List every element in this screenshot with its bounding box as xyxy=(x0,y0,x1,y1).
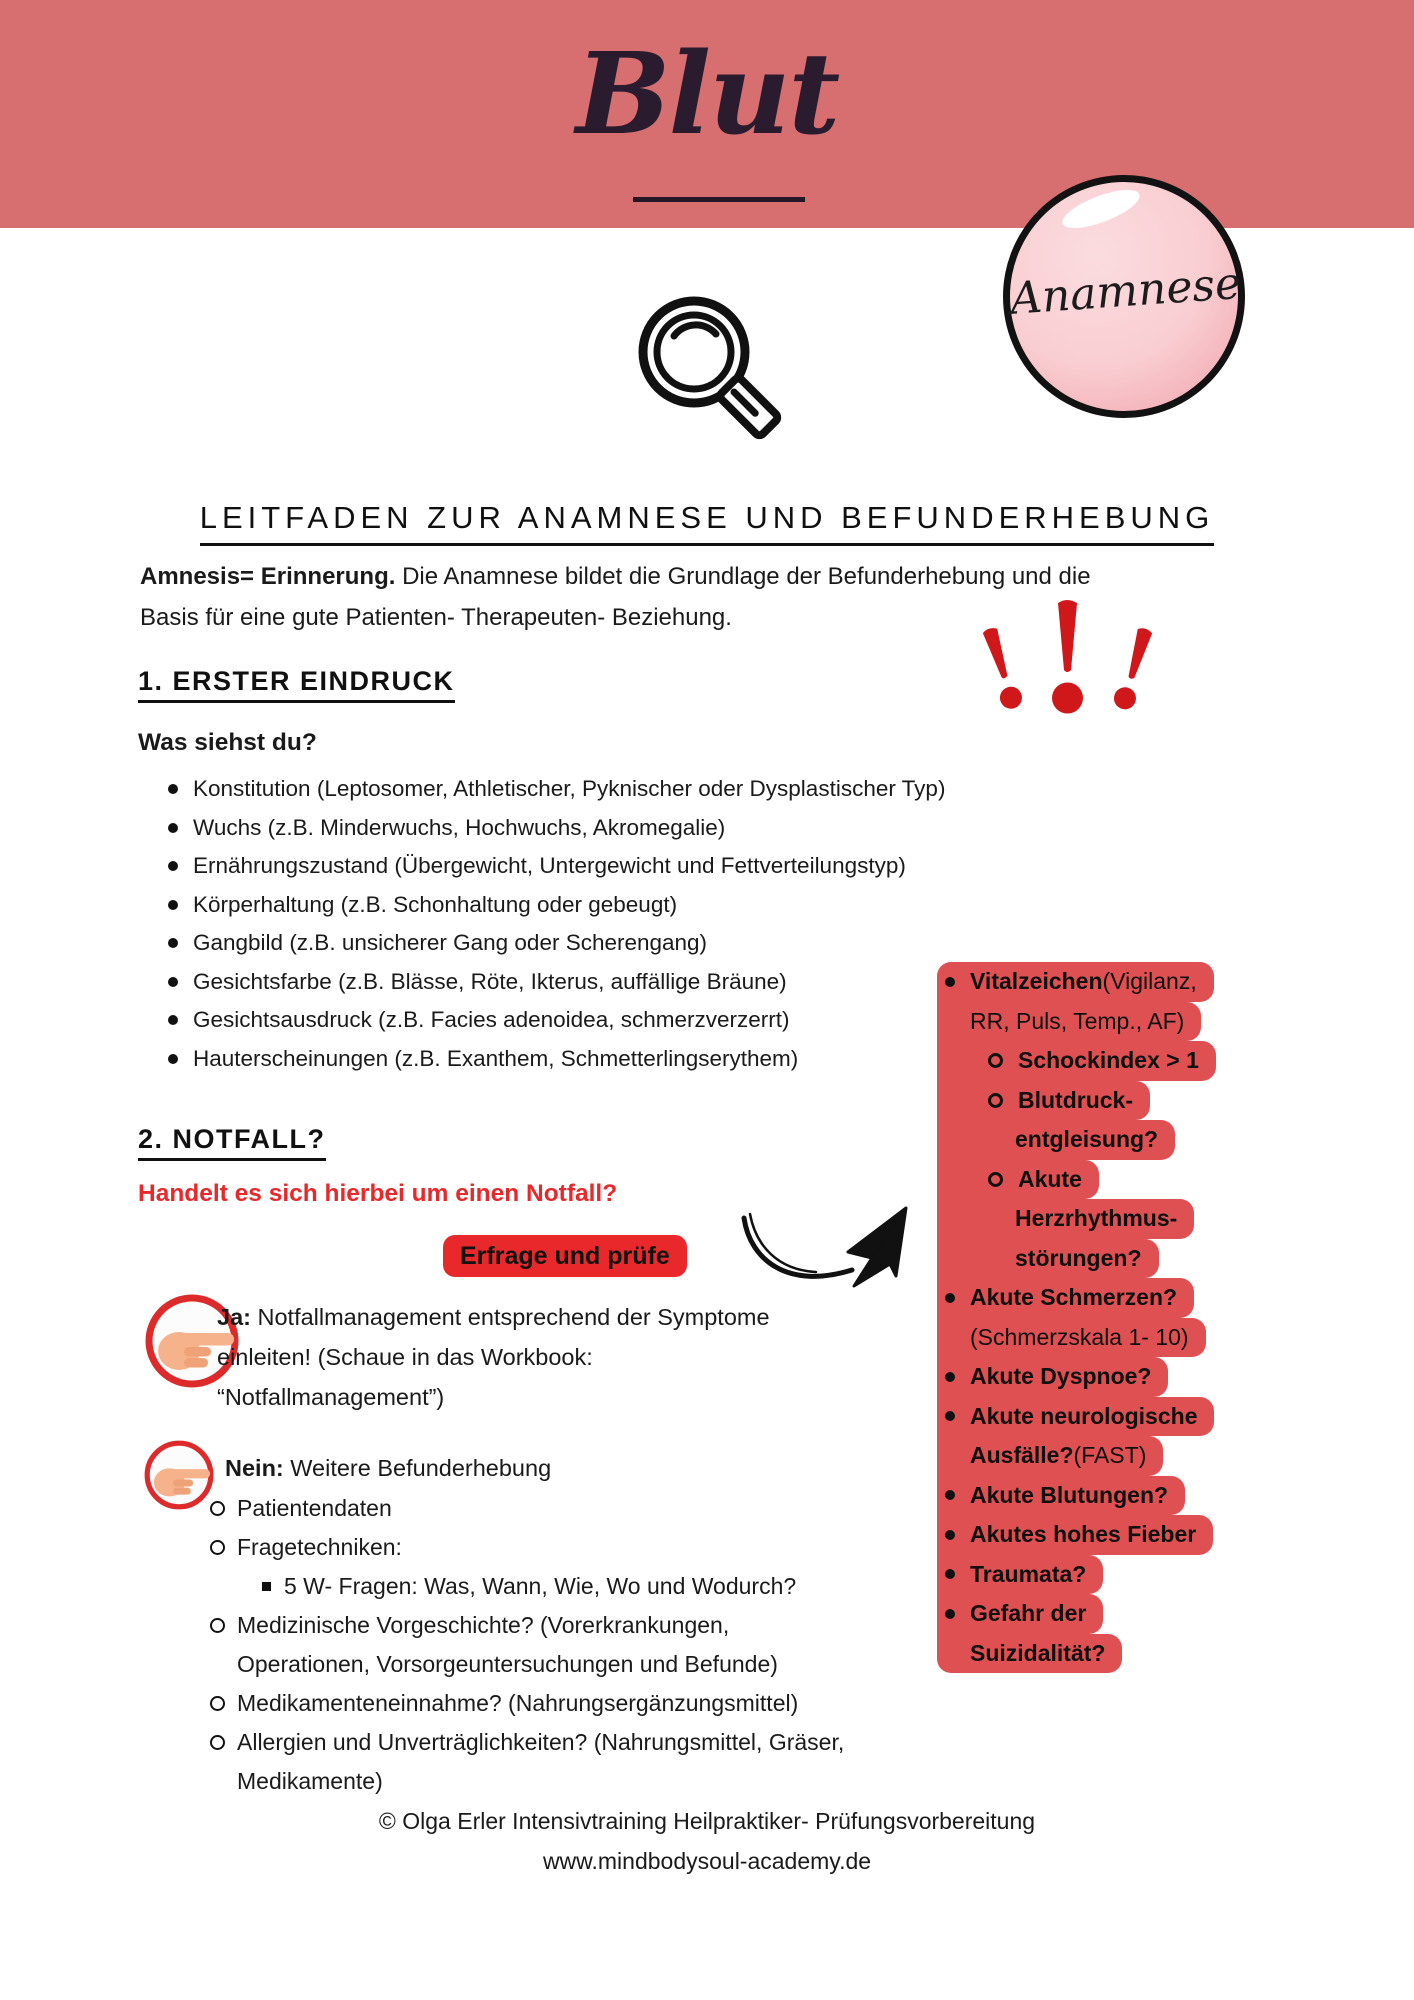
bullet-dot-icon xyxy=(168,823,178,833)
panel-text: Akute xyxy=(1018,1165,1082,1192)
list-item-text: Konstitution (Leptosomer, Athletischer, Pyknischer oder Dysplastischer Typ) xyxy=(193,776,946,802)
bullet-dot-icon xyxy=(945,1530,955,1540)
befunderhebung-list xyxy=(210,1489,844,1801)
list-item xyxy=(210,1762,844,1801)
bullet-dot-icon xyxy=(945,1372,955,1382)
list-item-text: Gesichtsfarbe (z.B. Blässe, Röte, Ikterus, auffällige Bräune) xyxy=(193,968,787,994)
list-item xyxy=(168,886,945,925)
panel-text: Akute Blutungen? xyxy=(970,1481,1169,1508)
ja-line-1: Ja: Notfallmanagement entsprechend der Symptome xyxy=(217,1304,770,1330)
panel-text: Akute Dyspnoe? xyxy=(970,1363,1152,1390)
panel-text: Akutes hohes Fieber xyxy=(970,1521,1197,1548)
panel-line xyxy=(937,1002,1201,1042)
bullet-dot-icon xyxy=(945,1609,955,1619)
circle-bullet-icon xyxy=(988,1093,1003,1108)
circle-bullet-icon xyxy=(210,1501,225,1516)
list-item xyxy=(210,1645,844,1684)
nein-label: Nein: xyxy=(225,1455,284,1481)
balloon-label: Anamnese xyxy=(1008,257,1243,325)
panel-text: Vitalzeichen xyxy=(970,968,1103,995)
ja-line-2: einleiten! (Schaue in das Workbook: xyxy=(217,1344,593,1370)
circle-bullet-icon xyxy=(210,1618,225,1633)
ja-block xyxy=(217,1297,770,1417)
bullet-dot-icon xyxy=(168,938,178,948)
banner xyxy=(0,0,1414,228)
bullet-dot-icon xyxy=(945,1411,955,1421)
circle-bullet-icon xyxy=(988,1172,1003,1187)
list-item-text: Medikamenteneinnahme? (Nahrungsergänzungsmittel) xyxy=(237,1690,799,1716)
list-item xyxy=(168,770,945,809)
section-2-heading: 2. NOTFALL? xyxy=(138,1124,326,1155)
list-item xyxy=(210,1489,844,1528)
bullet-dot-icon xyxy=(168,861,178,871)
panel-line xyxy=(937,1357,1168,1397)
nein-block: Nein: Weitere Befunderhebung xyxy=(225,1455,552,1481)
panel-text: Herzrhythmus- xyxy=(1015,1205,1178,1232)
bullet-dot-icon xyxy=(168,900,178,910)
bullet-dot-icon xyxy=(945,1490,955,1500)
panel-line xyxy=(937,1041,1216,1081)
panel-line xyxy=(937,1594,1103,1634)
list-item xyxy=(210,1606,844,1645)
list-item-text: Gangbild (z.B. unsicherer Gang oder Scherengang) xyxy=(193,930,708,956)
panel-line xyxy=(937,1555,1103,1595)
list-item-text: Medizinische Vorgeschichte? (Vorerkrankungen, xyxy=(237,1612,730,1638)
title-underline xyxy=(633,197,805,202)
panel-text: Blutdruck- xyxy=(1018,1086,1133,1113)
panel-text: Akute neurologische xyxy=(970,1402,1198,1429)
bullet-dot-icon xyxy=(945,1293,955,1303)
circle-bullet-icon xyxy=(210,1696,225,1711)
panel-text: Traumata? xyxy=(970,1560,1087,1587)
bullet-dot-icon xyxy=(168,1054,178,1064)
panel-text: entgleisung? xyxy=(1015,1126,1159,1153)
bullet-dot-icon xyxy=(945,977,955,987)
panel-text: RR, Puls, Temp., AF) xyxy=(970,1007,1185,1034)
intro-bold: Amnesis= Erinnerung. xyxy=(140,563,396,590)
page-topic-title: Blut xyxy=(575,29,839,160)
list-item-text: Allergien und Unverträglichkeiten? (Nahrungsmittel, Gräser, xyxy=(237,1729,845,1755)
panel-line xyxy=(937,1436,1163,1476)
list-item xyxy=(168,924,945,963)
bullet-dot-icon xyxy=(168,784,178,794)
panel-text: Akute Schmerzen? xyxy=(970,1284,1178,1311)
list-item-text: Ernährungszustand (Übergewicht, Untergewicht und Fettverteilungstyp) xyxy=(193,853,906,879)
list-item xyxy=(210,1528,844,1567)
list-item-text: Wuchs (z.B. Minderwuchs, Hochwuchs, Akromegalie) xyxy=(193,814,726,840)
intro-line-1: Amnesis= Erinnerung. Die Anamnese bildet die Grundlage der Befunderhebung und die xyxy=(140,563,1091,590)
check-badge: Erfrage und prüfe xyxy=(443,1235,687,1277)
panel-line xyxy=(937,1278,1194,1318)
copyright-line: © Olga Erler Intensivtraining Heilpraktiker- Prüfungsvorbereitung xyxy=(378,1808,1036,1834)
list-item-text: Operationen, Vorsorgeuntersuchungen und Befunde) xyxy=(237,1651,778,1677)
ja-line-3: “Notfallmanagement”) xyxy=(217,1384,445,1410)
panel-line xyxy=(937,1120,1175,1160)
bullet-dot-icon xyxy=(168,977,178,987)
first-impression-list xyxy=(168,770,945,1078)
panel-line xyxy=(937,1397,1214,1437)
panel-text: Schockindex > 1 xyxy=(1018,1047,1199,1074)
list-item xyxy=(210,1723,844,1762)
panel-line xyxy=(937,1476,1185,1516)
panel-line xyxy=(937,1515,1213,1555)
panel-line xyxy=(937,1081,1150,1121)
list-item xyxy=(168,963,945,1002)
ja-label: Ja: xyxy=(217,1304,251,1330)
emergency-question: Handelt es sich hierbei um einen Notfall? xyxy=(138,1180,618,1207)
circle-bullet-icon xyxy=(210,1735,225,1750)
bullet-dot-icon xyxy=(945,1569,955,1579)
panel-line xyxy=(937,1634,1122,1674)
list-item xyxy=(210,1684,844,1723)
bullet-dot-icon xyxy=(168,1015,178,1025)
list-item-text: Gesichtsausdruck (z.B. Facies adenoidea, schmerzverzerrt) xyxy=(193,1007,790,1033)
list-item-text: Hauterscheinungen (z.B. Exanthem, Schmetterlingserythem) xyxy=(193,1045,799,1071)
anamnese-balloon xyxy=(1003,175,1245,418)
panel-line xyxy=(937,1199,1194,1239)
website-link[interactable]: www.mindbodysoul-academy.de xyxy=(542,1848,872,1874)
list-item-text: Patientendaten xyxy=(237,1495,392,1521)
pointing-hand-right-icon xyxy=(142,1438,216,1512)
list-item-text: Medikamente) xyxy=(237,1768,383,1794)
list-item-text: Fragetechniken: xyxy=(237,1534,402,1560)
list-item xyxy=(168,1001,945,1040)
magnifying-glass-icon xyxy=(630,290,786,446)
panel-text: (FAST) xyxy=(1073,1442,1147,1469)
circle-bullet-icon xyxy=(988,1053,1003,1068)
list-item xyxy=(168,1040,945,1079)
list-item xyxy=(210,1567,844,1606)
panel-line xyxy=(937,962,1214,1002)
panel-line xyxy=(937,1318,1206,1358)
section-1-question: Was siehst du? xyxy=(138,729,317,756)
square-bullet-icon xyxy=(262,1582,271,1591)
list-item xyxy=(168,847,945,886)
panel-line xyxy=(937,1239,1159,1279)
balloon-shine xyxy=(1058,182,1144,236)
list-item-text: 5 W- Fragen: Was, Wann, Wie, Wo und Wodurch? xyxy=(284,1573,797,1599)
list-item xyxy=(168,809,945,848)
panel-text: Suizidalität? xyxy=(970,1639,1106,1666)
panel-text: (Schmerzskala 1- 10) xyxy=(970,1323,1189,1350)
section-1-heading: 1. ERSTER EINDRUCK xyxy=(138,666,455,697)
panel-text: störungen? xyxy=(1015,1244,1142,1271)
list-item-text: Körperhaltung (z.B. Schonhaltung oder gebeugt) xyxy=(193,891,678,917)
intro-line-2: Basis für eine gute Patienten- Therapeuten- Beziehung. xyxy=(140,604,732,631)
panel-text: Gefahr der xyxy=(970,1600,1087,1627)
emergency-panel xyxy=(937,962,1216,1673)
panel-text: (Vigilanz, xyxy=(1102,968,1197,995)
page-title: LEITFADEN ZUR ANAMNESE UND BEFUNDERHEBUNG xyxy=(0,500,1414,536)
circle-bullet-icon xyxy=(210,1540,225,1555)
panel-line xyxy=(937,1160,1099,1200)
triple-exclamation-icon xyxy=(972,598,1162,723)
panel-text: Ausfälle? xyxy=(970,1442,1074,1469)
